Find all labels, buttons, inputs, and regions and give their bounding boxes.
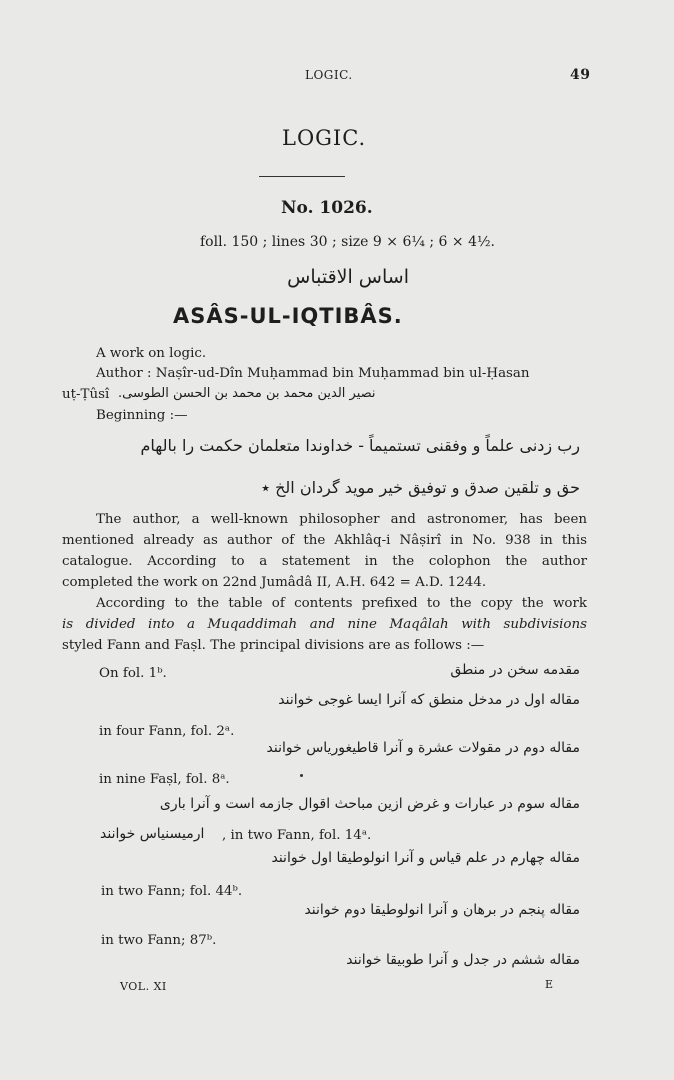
running-title: LOGIC. bbox=[305, 68, 353, 82]
division-3-arabic-cont: ارمیسنیاس خوانند bbox=[100, 826, 205, 842]
para1-line-1: The author, a well-known philosopher and astronomer, has been bbox=[96, 512, 587, 527]
incipit-line-2: حق و تلقین صدق و توفیق خیر موید گردان الخ ٭ bbox=[261, 478, 580, 497]
division-2-fol: in nine Faṣl, fol. 8ᵃ. bbox=[99, 772, 230, 787]
page-number: 49 bbox=[570, 67, 591, 83]
division-0-arabic: مقدمه سخن در منطق bbox=[450, 662, 580, 678]
division-5-arabic: مقاله پنجم در برهان و آنرا انولوطیقا دوم خوانند bbox=[304, 902, 580, 918]
para1-line-4: completed the work on 22nd Jumâdâ II, A.H. 642 = A.D. 1244. bbox=[62, 575, 487, 590]
author-line-arabic: نصیر الدین محمد بن محمد بن الحسن الطوسی. bbox=[118, 386, 376, 401]
division-1-fol: in four Fann, fol. 2ᵃ. bbox=[99, 724, 235, 739]
division-3-fol: , in two Fann, fol. 14ᵃ. bbox=[222, 828, 372, 843]
division-4-arabic: مقاله چهارم در علم قیاس و آنرا انولوطیقا اول خوانند bbox=[271, 850, 580, 866]
intro-line: A work on logic. bbox=[96, 346, 207, 361]
beginning-label: Beginning :— bbox=[96, 408, 188, 423]
work-title: ASÂS-UL-IQTIBÂS. bbox=[173, 304, 403, 328]
title-rule bbox=[259, 176, 345, 177]
division-3-arabic: مقاله سوم در عبارات و غرض ازین مباحث اقوال جازمه است و آنرا باری bbox=[159, 796, 580, 812]
division-4-fol: in two Fann; fol. 44ᵇ. bbox=[101, 884, 243, 899]
arabic-title: اساس الاقتباس bbox=[287, 266, 409, 288]
signature-mark: E bbox=[545, 978, 554, 991]
para1-line-3: catalogue. According to a statement in the colophon the author bbox=[62, 554, 587, 569]
page-title: LOGIC. bbox=[282, 126, 367, 150]
entry-number: No. 1026. bbox=[281, 198, 373, 218]
volume-mark: VOL. XI bbox=[120, 980, 167, 993]
author-line-latin: uṭ-Ṭûsî bbox=[62, 387, 110, 402]
para2-line-3: styled Fann and Faṣl. The principal divisions are as follows :— bbox=[62, 638, 485, 653]
para2-line-2: is divided into a Muqaddimah and nine Maqâlah with subdivisions bbox=[62, 617, 587, 632]
division-1-arabic: مقاله اول در مدخل منطق که آنرا ایسا غوجی خوانند bbox=[278, 692, 580, 708]
incipit-line-1: رب زدنی علماً و وفقنی تستمیماً - خداوندا متعلمان حکمت را بالهام bbox=[140, 436, 580, 455]
para1-line-2: mentioned already as author of the Akhlâq-i Nâṣirî in No. 938 in this bbox=[62, 533, 587, 548]
division-6-arabic: مقاله ششم در جدل و آنرا طوبیقا خوانند bbox=[346, 952, 580, 968]
author-line: Author : Naṣîr-ud-Dîn Muḥammad bin Muḥammad bin ul-Ḥasan bbox=[96, 366, 530, 381]
division-5-fol: in two Fann; 87ᵇ. bbox=[101, 933, 217, 948]
entry-specs: foll. 150 ; lines 30 ; size 9 × 6¼ ; 6 × 4½. bbox=[200, 234, 495, 250]
stray-dot bbox=[300, 774, 303, 777]
division-0-fol: On fol. 1ᵇ. bbox=[99, 666, 167, 681]
division-2-arabic: مقاله دوم در مقولات عشرة و آنرا قاطیغوریاس خوانند bbox=[266, 740, 580, 756]
para2-line-1: According to the table of contents prefixed to the copy the work bbox=[96, 596, 587, 611]
